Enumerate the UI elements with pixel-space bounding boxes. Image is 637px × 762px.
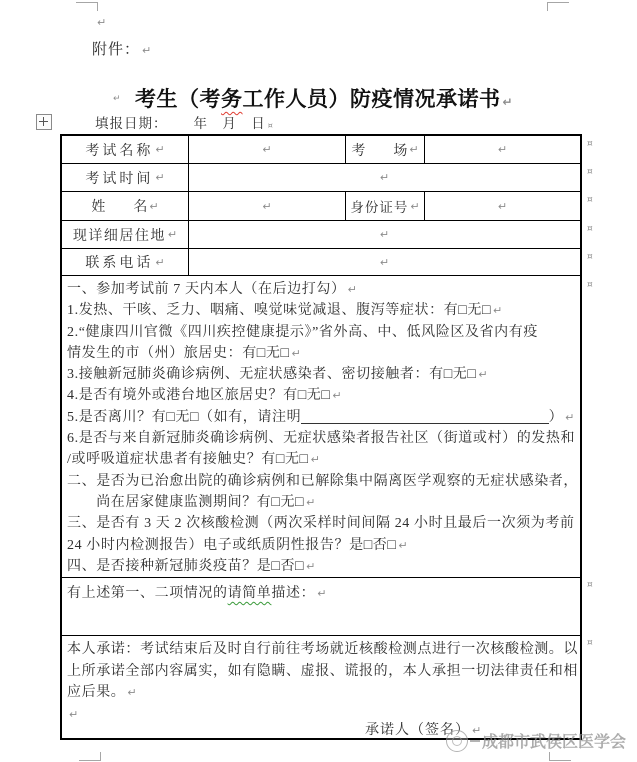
text-segment: 考生（考 xyxy=(135,87,221,111)
text-segment: 有上述第一、二项情况的 xyxy=(67,586,228,601)
text-segment: 应后果。 xyxy=(67,685,126,701)
text-segment: 四、是否接种新冠肺炎疫苗？是□否□ xyxy=(67,558,305,574)
exam-time-label: 考试时间 xyxy=(85,171,154,187)
paragraph-mark: ↵ xyxy=(478,368,489,382)
phone-label: 联系电话 xyxy=(85,256,154,271)
text-line xyxy=(67,364,575,385)
table-row xyxy=(62,192,580,221)
text-segment: ） xyxy=(548,409,564,425)
paragraph-mark: ↵ xyxy=(497,199,508,213)
paragraph-mark: ↵ xyxy=(317,587,328,600)
text-line xyxy=(67,407,575,428)
row-end-mark: ¤ xyxy=(587,280,593,290)
fill-date-row xyxy=(95,112,274,132)
paragraph-mark: ↵ xyxy=(410,199,420,213)
paragraph-mark: ↵ xyxy=(262,199,272,213)
exam-name-input-cell[interactable] xyxy=(189,136,346,163)
table-row xyxy=(62,136,580,164)
text-segment: 上所承诺全部内容属实，如有隐瞒、虚报、谎报的，本人承担一切法律责任和相 xyxy=(67,663,578,679)
text-segment: 6.是否与来自新冠肺炎确诊病例、无症状感染者报告社区（街道或村）的发热和 xyxy=(67,431,576,447)
text-segment: 务 xyxy=(221,87,243,111)
phone-label-cell xyxy=(62,249,189,275)
paragraph-mark: ↵ xyxy=(113,94,121,104)
text-segment: 3.接触新冠肺炎确诊病例、无症状感染者、密切接触者：有□无□ xyxy=(67,367,477,383)
exam-venue-label: 考 场 xyxy=(351,143,408,159)
attachment-text: 附件： xyxy=(92,42,141,58)
paragraph-mark: ↵ xyxy=(155,255,165,269)
row-end-mark: ¤ xyxy=(587,167,593,177)
id-number-input-cell[interactable] xyxy=(425,192,580,220)
commitment-text xyxy=(67,639,578,725)
residence-label-cell xyxy=(62,221,189,248)
exam-name-label-cell xyxy=(62,136,189,163)
table-move-handle-icon[interactable] xyxy=(36,114,52,130)
attachment-label xyxy=(92,38,152,59)
paragraph-mark: ↵ xyxy=(379,171,390,184)
paragraph-mark: ↵ xyxy=(379,255,390,269)
exam-time-label-cell xyxy=(62,164,189,191)
table-row xyxy=(62,164,580,192)
paragraph-mark: ↵ xyxy=(502,95,514,109)
text-line xyxy=(67,535,575,556)
paragraph-mark: ↵ xyxy=(497,143,508,156)
watermark-dash xyxy=(470,740,480,742)
text-line xyxy=(67,322,575,343)
text-segment: 本人承诺：考试结束后及时自行前往考场就近核酸检测点进行一次核酸检测。以 xyxy=(67,642,578,657)
exam-time-input-cell[interactable] xyxy=(189,164,580,191)
row-end-mark: ¤ xyxy=(587,195,593,205)
title-text xyxy=(135,87,501,111)
paragraph-mark: ↵ xyxy=(69,707,79,721)
page-corner-mark xyxy=(76,2,98,11)
table-row xyxy=(62,221,580,249)
id-number-label-cell xyxy=(346,192,425,220)
text-segment: 1.发热、干咳、乏力、咽痛、嗅觉味觉减退、腹泻等症状：有□无□ xyxy=(67,303,492,319)
text-line xyxy=(67,556,575,577)
text-line xyxy=(67,682,575,704)
fill-in-underline[interactable] xyxy=(301,423,548,424)
text-segment: 24 小时内检测报告）电子或纸质阴性报告？是□否□ xyxy=(67,537,397,553)
paragraph-mark: ↵ xyxy=(472,724,483,737)
paragraph-mark: ↵ xyxy=(332,389,343,403)
text-line xyxy=(67,513,575,534)
paragraph-mark: ↵ xyxy=(127,686,138,700)
name-label: 姓 名 xyxy=(91,200,148,215)
text-line xyxy=(67,639,578,661)
exam-name-label: 考试名称 xyxy=(85,143,154,159)
fill-date-label: 填报日期： xyxy=(95,116,168,131)
paragraph-mark: ↵ xyxy=(149,199,159,213)
fill-date-value: 年 月 日 xyxy=(193,116,266,131)
commitment-form-table xyxy=(60,134,582,740)
commitment-section xyxy=(62,636,580,740)
text-line xyxy=(67,492,575,513)
paragraph-mark: ↵ xyxy=(291,346,302,360)
watermark-org-name: 成都市武侯区医学会 xyxy=(482,734,627,751)
paragraph-mark: ↵ xyxy=(142,44,153,57)
row-end-mark: ¤ xyxy=(587,139,593,149)
text-segment: 请简单 xyxy=(227,586,272,601)
text-segment: 二、是否为已治愈出院的确诊病例和已解除集中隔离医学观察的无症状感染者， xyxy=(67,473,578,489)
paragraph-mark: ↵ xyxy=(493,304,503,318)
row-end-mark: ¤ xyxy=(587,638,593,648)
exam-venue-label-cell xyxy=(346,136,425,163)
paragraph-mark: ↵ xyxy=(167,228,178,241)
text-line xyxy=(67,449,575,470)
text-line xyxy=(67,343,575,364)
table-row xyxy=(62,249,580,276)
text-segment: 一、参加考试前 7 天内本人（在后边打勾） xyxy=(67,282,346,297)
exam-venue-input-cell[interactable] xyxy=(425,136,580,163)
name-label-cell xyxy=(62,192,189,220)
id-number-label: 身份证号 xyxy=(350,200,409,215)
name-input-cell[interactable] xyxy=(189,192,346,220)
paragraph-mark: ↵ xyxy=(306,559,316,573)
text-segment: 4.是否有境外或港台地区旅居史？有□无□ xyxy=(67,388,331,404)
row-end-mark: ¤ xyxy=(587,580,593,590)
text-line xyxy=(67,300,575,321)
text-segment: /或呼吸道症状患者有接触史？有□无□ xyxy=(67,452,309,468)
row-end-mark: ¤ xyxy=(587,252,593,262)
watermark xyxy=(446,729,626,752)
paragraph-mark: ↵ xyxy=(155,171,165,184)
text-segment: 承诺人（签名） xyxy=(365,723,470,738)
cell-end-mark: ¤ xyxy=(267,121,274,130)
paragraph-mark: ↵ xyxy=(565,410,575,424)
text-segment: 尚在居家健康监测期间？有□无□ xyxy=(67,494,305,510)
residence-input-cell[interactable] xyxy=(189,221,580,248)
text-line xyxy=(67,471,578,492)
organization-logo-watermark-icon xyxy=(446,730,468,752)
paragraph-mark: ↵ xyxy=(306,495,316,509)
page-corner-mark xyxy=(547,2,569,11)
text-segment: 情发生的市（州）旅居史：有□无□ xyxy=(67,345,290,361)
text-segment: 2.“健康四川官微《四川疾控健康提示》”省外高、中、低风险区及省内有疫 xyxy=(67,324,538,340)
paragraph-mark: ↵ xyxy=(155,143,165,156)
paragraph-mark: ↵ xyxy=(310,453,321,467)
declaration-section xyxy=(62,276,580,578)
text-line xyxy=(67,704,575,726)
text-line xyxy=(67,661,578,683)
text-segment: 三、是否有 3 天 2 次核酸检测（两次采样时间间隔 24 小时且最后一次须为考前 xyxy=(67,516,575,532)
paragraph-mark: ↵ xyxy=(398,538,409,552)
paragraph-mark: ↵ xyxy=(262,143,272,156)
text-line xyxy=(67,385,575,406)
residence-label: 现详细居住地 xyxy=(72,228,166,244)
phone-input-cell[interactable] xyxy=(189,249,580,275)
paragraph-mark: ↵ xyxy=(379,228,390,241)
paragraph-mark: ↵ xyxy=(409,143,419,156)
row-end-mark: ¤ xyxy=(587,224,593,234)
paragraph-mark: ↵ xyxy=(347,283,358,296)
text-segment: 5.是否离川？有□无□（如有，请注明 xyxy=(67,409,302,425)
description-prompt xyxy=(67,583,575,604)
text-line xyxy=(67,279,575,300)
description-section[interactable] xyxy=(62,578,580,636)
text-line xyxy=(67,428,575,449)
paragraph-mark: ↵ xyxy=(97,16,107,29)
page-corner-mark xyxy=(79,752,101,761)
page-corner-mark xyxy=(549,752,571,761)
text-segment: 工作人员）防疫情况承诺书 xyxy=(242,87,501,111)
text-segment: 描述： xyxy=(271,586,316,601)
